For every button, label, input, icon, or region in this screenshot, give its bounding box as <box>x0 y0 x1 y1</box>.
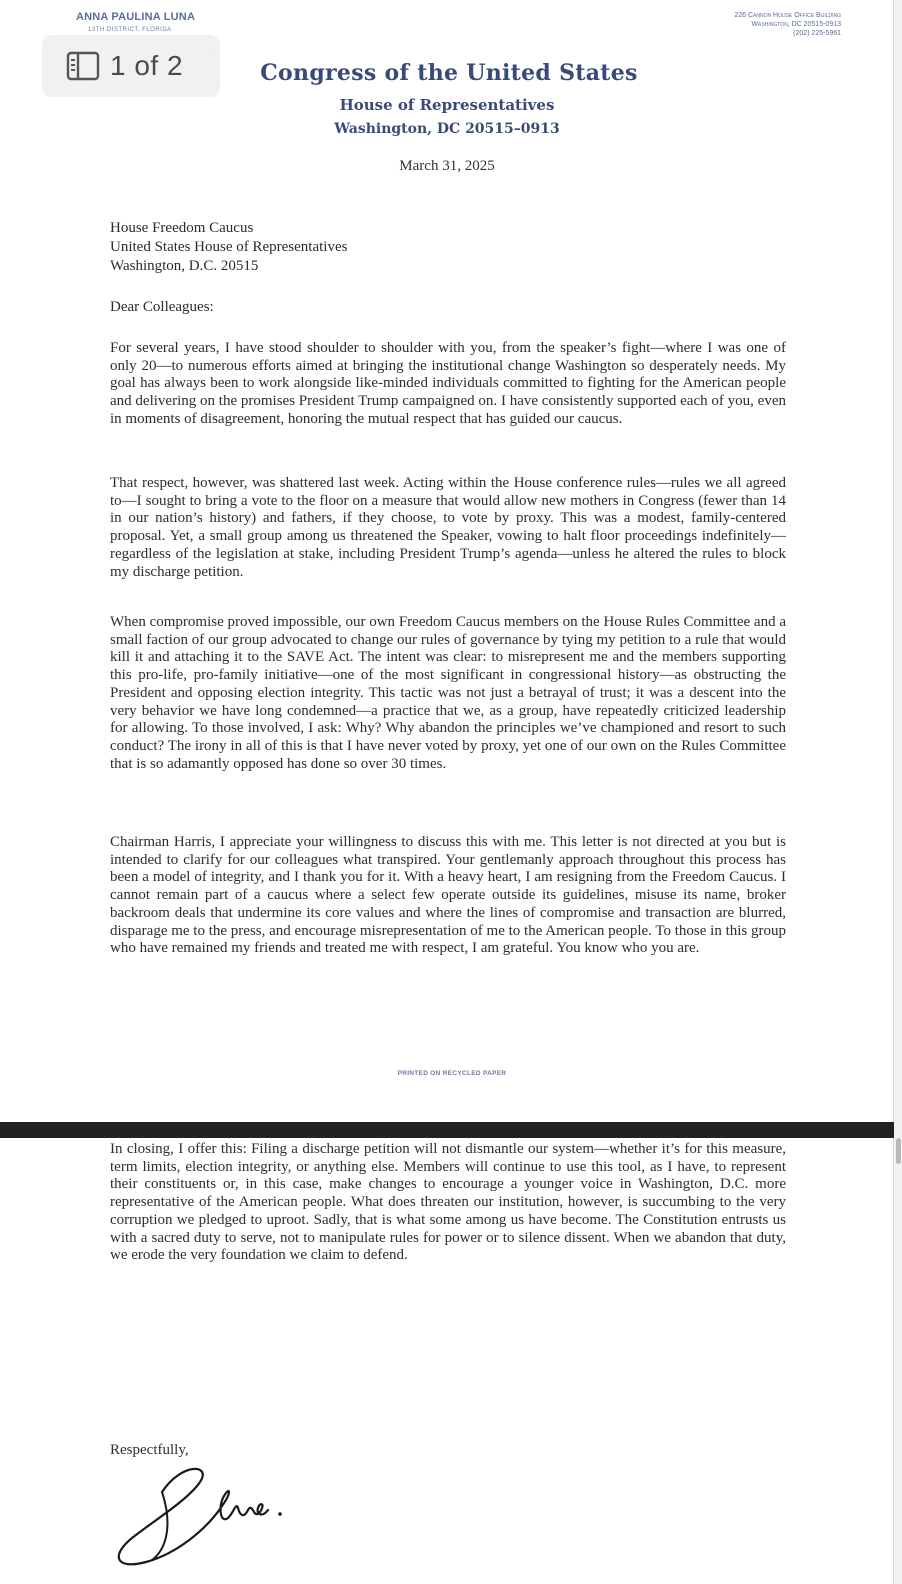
recycled-paper-footer: PRINTED ON RECYCLED PAPER <box>397 1070 507 1077</box>
congress-heading: Congress of the United States <box>260 60 638 86</box>
body-paragraph: In closing, I offer this: Filing a discharge petition will not dismantle our system—whether it’s for this measure, term limits, election integrity, or anything else. Members will continue to use this tool, as I have, to represent their constituents or, in this case, make changes to encourage a younger voice in Washington, D.C. more representative of the American people. What does threaten our institution, however, is succumbing to the very corruption we pledged to uproot. Sadly, that is what some among us have become. The Constitution entrusts us with a sacred duty to serve, not to manipulate rules for power or to silence dissent. When we abandon that duty, we erode the very foundation we claim to defend. <box>110 1141 786 1264</box>
recipient-line: United States House of Representatives <box>110 239 348 255</box>
body-paragraph: When compromise proved impossible, our own Freedom Caucus members on the House Rules Committee and a small faction of our group advocated to change our rules of governance by tying my petition to a rule that would kill it and attaching it to the SAVE Act. The intent was clear: to misrepresent me and the members supporting this pro-life, pro-family initiative—one of the most significant in congressional history—as obstructing the President and opposing election integrity. This tactic was not just a betrayal of trust; it was a descent into the very behavior we have long condemned—a practice that we, as a group, have repeatedly criticized leadership for allowing. To those involved, I ask: Why? Why abandon the principles we’ve championed and resort to such conduct? The irony in all of this is that I have never voted by proxy, yet one of our own on the Rules Committee that is so adamantly opposed has done so over 30 times. <box>110 614 786 772</box>
house-heading: House of Representatives <box>339 96 555 114</box>
office-city: Washington, DC 20515-0913 <box>751 21 841 28</box>
letterhead-district: 13TH DISTRICT, FLORIDA <box>88 27 172 33</box>
scrollbar[interactable] <box>894 0 902 1584</box>
letterhead-office-address <box>641 11 841 38</box>
page-thumbnail-icon <box>66 51 100 81</box>
page-separator <box>0 1122 902 1138</box>
body-paragraph: That respect, however, was shattered last week. Acting within the House conference rules—rules we all agreed to—I sought to bring a vote to the floor on a measure that would allow new mothers in Congress (fewer than 14 in our nation’s history) and fathers, if they choose, to vote by proxy. This was a modest, family-centered proposal. Yet, a small group among us threatened the Speaker, vowing to halt floor proceedings indefinitely—regardless of the legislation at stake, including President Trump’s agenda—unless he altered the rules to block my discharge petition. <box>110 475 786 580</box>
office-phone: (202) 225-5961 <box>793 30 841 37</box>
recipient-line: House Freedom Caucus <box>110 220 254 236</box>
letter-date: March 31, 2025 <box>399 158 495 174</box>
page-indicator-text: 1 of 2 <box>110 50 184 81</box>
scrollbar-thumb[interactable] <box>896 1138 901 1164</box>
body-paragraph: Chairman Harris, I appreciate your willingness to discuss this with me. This letter is not directed at you but is intended to clarify for our colleagues what transpired. Your gentlemanly approach throughout this process has been a model of integrity, and I thank you for it. With a heavy heart, I am resigning from the Freedom Caucus. I cannot remain part of a caucus where a select few operate outside its guidelines, misuse its name, broker backroom deals that undermine its core values and where the lines of compromise and transaction are blurred, disparage me to the press, and encourage misrepresentation of me to the American people. To those in this group who have remained my friends and treated me with respect, I am grateful. You know who you are. <box>110 834 786 957</box>
handwritten-signature <box>102 1452 302 1572</box>
city-heading: Washington, DC 20515–0913 <box>334 121 560 137</box>
page-indicator-badge[interactable] <box>42 35 220 97</box>
body-paragraph: For several years, I have stood shoulder to shoulder with you, from the speaker’s fight—where I was one of only 20—to numerous efforts aimed at bringing the institutional change Washington so desperately needs. My goal has always been to work alongside like-minded individuals committed to fighting for the American people and delivering on the promises President Trump campaigned on. I have consistently supported each of you, even in moments of disagreement, honoring the mutual respect that has guided our caucus. <box>110 340 786 427</box>
recipient-line: Washington, D.C. 20515 <box>110 258 259 274</box>
office-building: 226 Cannon House Office Building <box>734 12 841 19</box>
inside-address <box>110 219 347 276</box>
closing: Respectfully, <box>110 1442 189 1458</box>
letterhead-member-name: ANNA PAULINA LUNA <box>76 11 196 23</box>
salutation: Dear Colleagues: <box>110 299 214 315</box>
